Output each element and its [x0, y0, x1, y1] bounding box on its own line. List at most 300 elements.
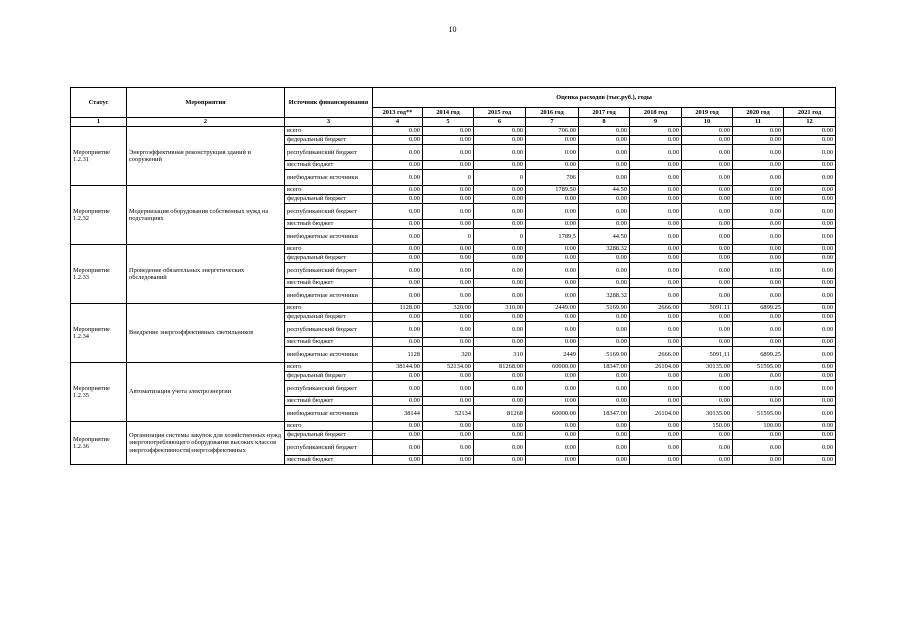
header-estimate: Оценка расходов (тыс.руб.), годы	[373, 88, 836, 108]
amount-cell: 0.00	[630, 245, 682, 254]
amount-cell: 0.00	[579, 372, 630, 381]
amount-cell: 1789.50	[526, 186, 579, 195]
funding-source: республиканский бюджет	[285, 145, 373, 161]
amount-cell: 0.00	[474, 456, 526, 465]
funding-source: внебюджетные источники	[285, 288, 373, 304]
amount-cell: 0.00	[474, 136, 526, 145]
amount-cell: 0.00	[373, 440, 423, 456]
amount-cell: 0.00	[373, 145, 423, 161]
budget-table	[70, 87, 836, 465]
amount-cell: 0.00	[423, 422, 474, 431]
amount-cell: 0.00	[474, 254, 526, 263]
amount-cell: 0.00	[630, 397, 682, 406]
amount-cell: 0.00	[733, 186, 784, 195]
funding-source: федеральный бюджет	[285, 136, 373, 145]
amount-cell: 0.00	[474, 145, 526, 161]
amount-cell: 0.00	[784, 397, 836, 406]
amount-cell: 0.00	[733, 195, 784, 204]
funding-source: федеральный бюджет	[285, 254, 373, 263]
amount-cell: 0.00	[474, 220, 526, 229]
amount-cell: 44.50	[579, 186, 630, 195]
amount-cell: 0.00	[526, 245, 579, 254]
amount-cell: 0.00	[630, 313, 682, 322]
amount-cell: 0.00	[526, 263, 579, 279]
table-row	[71, 304, 836, 313]
amount-cell: 0.00	[526, 456, 579, 465]
amount-cell: 0.00	[733, 397, 784, 406]
amount-cell: 0.00	[784, 186, 836, 195]
amount-cell: 0.00	[630, 422, 682, 431]
amount-cell: 0.00	[423, 127, 474, 136]
amount-cell: 1128	[373, 347, 423, 363]
amount-cell: 2449.00	[526, 304, 579, 313]
amount-cell: 0.00	[579, 381, 630, 397]
table-row	[71, 245, 836, 254]
header-year: 2019 год	[682, 108, 733, 118]
measure-title: Внедрение энергоэффективных светильников	[127, 304, 285, 363]
amount-cell: 0.00	[526, 322, 579, 338]
measure-status: Мероприятие 1.2.32	[71, 186, 127, 245]
amount-cell: 0.00	[682, 127, 733, 136]
amount-cell: 26104.00	[630, 363, 682, 372]
amount-cell: 0.00	[373, 254, 423, 263]
column-number: 1	[71, 118, 127, 127]
amount-cell: 310	[474, 347, 526, 363]
funding-source: местный бюджет	[285, 279, 373, 288]
amount-cell: 0.00	[784, 145, 836, 161]
column-number: 8	[579, 118, 630, 127]
amount-cell: 0.00	[579, 422, 630, 431]
amount-cell: 0.00	[682, 456, 733, 465]
amount-cell: 0.00	[784, 220, 836, 229]
amount-cell: 0.00	[579, 440, 630, 456]
amount-cell: 0.00	[733, 279, 784, 288]
amount-cell: 5091.11	[682, 304, 733, 313]
amount-cell: 0.00	[733, 161, 784, 170]
amount-cell: 0.00	[733, 145, 784, 161]
measure-status: Мероприятие 1.2.36	[71, 422, 127, 465]
header-status: Статус	[71, 88, 127, 118]
amount-cell: 0.00	[423, 161, 474, 170]
amount-cell: 0.00	[526, 313, 579, 322]
amount-cell: 0.00	[474, 322, 526, 338]
header-year: 2015 год	[474, 108, 526, 118]
column-number: 11	[733, 118, 784, 127]
amount-cell: 51595.00	[733, 363, 784, 372]
amount-cell: 0.00	[682, 322, 733, 338]
measure-status: Мероприятие 1.2.33	[71, 245, 127, 304]
amount-cell: 0.00	[682, 279, 733, 288]
amount-cell: 0.00	[373, 456, 423, 465]
funding-source: всего	[285, 363, 373, 372]
amount-cell: 0.00	[630, 322, 682, 338]
amount-cell: 0.00	[784, 170, 836, 186]
amount-cell: 0.00	[630, 204, 682, 220]
amount-cell: 0.00	[784, 127, 836, 136]
amount-cell: 0.00	[474, 440, 526, 456]
column-number: 7	[526, 118, 579, 127]
table-row	[71, 422, 836, 431]
amount-cell: 0.00	[423, 136, 474, 145]
amount-cell: 0.00	[579, 145, 630, 161]
amount-cell: 38144	[373, 406, 423, 422]
amount-cell: 0.00	[579, 322, 630, 338]
amount-cell: 0.00	[784, 406, 836, 422]
amount-cell: 0.00	[373, 245, 423, 254]
amount-cell: 0.00	[630, 456, 682, 465]
column-number: 2	[127, 118, 285, 127]
measure-status: Мероприятие 1.2.35	[71, 363, 127, 422]
amount-cell: 0.00	[579, 397, 630, 406]
header-measure: Мероприятия	[127, 88, 285, 118]
amount-cell: 0.00	[474, 186, 526, 195]
amount-cell: 0.00	[373, 161, 423, 170]
amount-cell: 0.00	[423, 440, 474, 456]
funding-source: федеральный бюджет	[285, 195, 373, 204]
amount-cell: 0.00	[682, 195, 733, 204]
amount-cell: 6899.25	[733, 304, 784, 313]
amount-cell: 0.00	[784, 372, 836, 381]
amount-cell: 0.00	[474, 288, 526, 304]
amount-cell: 0.00	[373, 220, 423, 229]
amount-cell: 52134.00	[423, 363, 474, 372]
amount-cell: 320	[423, 347, 474, 363]
amount-cell: 6899.25	[733, 347, 784, 363]
funding-source: всего	[285, 245, 373, 254]
amount-cell: 0.00	[423, 338, 474, 347]
amount-cell: 0.00	[682, 431, 733, 440]
amount-cell: 0.00	[784, 456, 836, 465]
amount-cell: 0	[423, 170, 474, 186]
amount-cell: 0.00	[373, 279, 423, 288]
amount-cell: 3288.32	[579, 288, 630, 304]
amount-cell: 0.00	[682, 263, 733, 279]
amount-cell: 0.00	[579, 279, 630, 288]
amount-cell: 0.00	[630, 229, 682, 245]
amount-cell: 0.00	[682, 288, 733, 304]
amount-cell: 0.00	[579, 263, 630, 279]
amount-cell: 0.00	[423, 186, 474, 195]
amount-cell: 2666.00	[630, 347, 682, 363]
amount-cell: 0.00	[784, 440, 836, 456]
amount-cell: 0.00	[526, 220, 579, 229]
amount-cell: 0.00	[682, 440, 733, 456]
amount-cell: 0.00	[373, 263, 423, 279]
amount-cell: 0.00	[579, 161, 630, 170]
amount-cell: 0.00	[630, 220, 682, 229]
amount-cell: 0.00	[423, 456, 474, 465]
amount-cell: 30135.00	[682, 406, 733, 422]
amount-cell: 0.00	[423, 245, 474, 254]
amount-cell: 0.00	[373, 204, 423, 220]
amount-cell: 0.00	[630, 279, 682, 288]
amount-cell: 51595.00	[733, 406, 784, 422]
amount-cell: 0.00	[733, 127, 784, 136]
amount-cell: 0.00	[784, 347, 836, 363]
measure-status: Мероприятие 1.2.34	[71, 304, 127, 363]
amount-cell: 0.00	[784, 263, 836, 279]
header-year: 2013 год**	[373, 108, 423, 118]
amount-cell: 0.00	[579, 254, 630, 263]
funding-source: внебюджетные источники	[285, 347, 373, 363]
amount-cell: 0.00	[579, 127, 630, 136]
amount-cell: 0.00	[682, 186, 733, 195]
amount-cell: 44.50	[579, 229, 630, 245]
amount-cell: 0.00	[474, 313, 526, 322]
amount-cell: 0.00	[373, 136, 423, 145]
amount-cell: 0.00	[733, 381, 784, 397]
amount-cell: 0.00	[423, 322, 474, 338]
header-year: 2021 год	[784, 108, 836, 118]
amount-cell: 0.00	[474, 381, 526, 397]
amount-cell: 60000.00	[526, 406, 579, 422]
amount-cell: 0.00	[682, 229, 733, 245]
amount-cell: 0.00	[474, 279, 526, 288]
amount-cell: 0.00	[579, 136, 630, 145]
header-year: 2014 год	[423, 108, 474, 118]
amount-cell: 0.00	[630, 338, 682, 347]
amount-cell: 0.00	[682, 245, 733, 254]
amount-cell: 0.00	[784, 204, 836, 220]
amount-cell: 0.00	[682, 381, 733, 397]
funding-source: республиканский бюджет	[285, 263, 373, 279]
amount-cell: 0.00	[423, 145, 474, 161]
measure-title: Организация системы закупок для хозяйственных нужд энергопотребляющего оборудования высоких классов энергоэффективности(энергоэффективных	[127, 422, 285, 465]
amount-cell: 0.00	[423, 313, 474, 322]
amount-cell: 0.00	[784, 136, 836, 145]
amount-cell: 0.00	[526, 431, 579, 440]
amount-cell: 0.00	[733, 204, 784, 220]
measure-title: Проведение обязательных энергетических обследований	[127, 245, 285, 304]
amount-cell: 0.00	[733, 254, 784, 263]
amount-cell: 0.00	[733, 313, 784, 322]
amount-cell: 1789,5	[526, 229, 579, 245]
table-row	[71, 186, 836, 195]
amount-cell: 0.00	[682, 338, 733, 347]
amount-cell: 0.00	[474, 127, 526, 136]
measure-title: Автоматизация учета электроэнергии	[127, 363, 285, 422]
amount-cell: 0.00	[682, 145, 733, 161]
amount-cell: 0.00	[579, 431, 630, 440]
amount-cell: 0.00	[373, 186, 423, 195]
column-number: 12	[784, 118, 836, 127]
amount-cell: 0.00	[784, 229, 836, 245]
amount-cell: 0.00	[784, 313, 836, 322]
amount-cell: 0.00	[784, 363, 836, 372]
amount-cell: 0.00	[682, 313, 733, 322]
amount-cell: 30135.00	[682, 363, 733, 372]
funding-source: всего	[285, 127, 373, 136]
amount-cell: 0.00	[579, 220, 630, 229]
funding-source: местный бюджет	[285, 338, 373, 347]
amount-cell: 0	[474, 170, 526, 186]
column-number: 9	[630, 118, 682, 127]
amount-cell: 0.00	[682, 254, 733, 263]
amount-cell: 100.00	[733, 422, 784, 431]
amount-cell: 0.00	[682, 136, 733, 145]
amount-cell: 18347.00	[579, 363, 630, 372]
amount-cell: 0.00	[423, 220, 474, 229]
amount-cell: 0.00	[630, 127, 682, 136]
amount-cell: 0.00	[630, 136, 682, 145]
amount-cell: 0.00	[474, 263, 526, 279]
amount-cell: 0.00	[630, 170, 682, 186]
amount-cell: 0.00	[682, 372, 733, 381]
amount-cell: 0.00	[474, 195, 526, 204]
amount-cell: 0.00	[784, 288, 836, 304]
amount-cell: 52134	[423, 406, 474, 422]
amount-cell: 2449	[526, 347, 579, 363]
amount-cell: 5169.90	[579, 347, 630, 363]
funding-source: всего	[285, 304, 373, 313]
column-numbers-row	[71, 118, 836, 127]
amount-cell: 0.00	[373, 338, 423, 347]
amount-cell: 0.00	[784, 279, 836, 288]
amount-cell: 0.00	[526, 422, 579, 431]
amount-cell: 2666.00	[630, 304, 682, 313]
amount-cell: 0.00	[373, 170, 423, 186]
column-number: 6	[474, 118, 526, 127]
column-number: 10	[682, 118, 733, 127]
amount-cell: 0.00	[423, 204, 474, 220]
amount-cell: 0.00	[474, 372, 526, 381]
amount-cell: 0.00	[373, 288, 423, 304]
amount-cell: 0.00	[733, 372, 784, 381]
amount-cell: 0.00	[526, 397, 579, 406]
amount-cell: 0.00	[474, 431, 526, 440]
column-number: 3	[285, 118, 373, 127]
amount-cell: 38144.00	[373, 363, 423, 372]
amount-cell: 0.00	[784, 381, 836, 397]
amount-cell: 0.00	[373, 229, 423, 245]
amount-cell: 0.00	[526, 381, 579, 397]
amount-cell: 0.00	[373, 322, 423, 338]
amount-cell: 0.00	[373, 195, 423, 204]
amount-cell: 0.00	[630, 440, 682, 456]
amount-cell: 0.00	[423, 431, 474, 440]
amount-cell: 0.00	[526, 204, 579, 220]
header-year: 2016 год	[526, 108, 579, 118]
table-row	[71, 127, 836, 136]
amount-cell: 0.00	[784, 338, 836, 347]
amount-cell: 18347.00	[579, 406, 630, 422]
amount-cell: 0.00	[579, 170, 630, 186]
amount-cell: 0.00	[373, 431, 423, 440]
amount-cell: 0.00	[474, 204, 526, 220]
amount-cell: 0.00	[630, 381, 682, 397]
funding-source: республиканский бюджет	[285, 204, 373, 220]
amount-cell: 0.00	[423, 254, 474, 263]
amount-cell: 0.00	[474, 397, 526, 406]
funding-source: местный бюджет	[285, 161, 373, 170]
amount-cell: 0.00	[682, 204, 733, 220]
column-number: 5	[423, 118, 474, 127]
amount-cell: 0.00	[373, 313, 423, 322]
amount-cell: 0.00	[474, 422, 526, 431]
amount-cell: 0.00	[526, 440, 579, 456]
funding-source: внебюджетные источники	[285, 229, 373, 245]
amount-cell: 0.00	[784, 195, 836, 204]
amount-cell: 0.00	[784, 245, 836, 254]
column-number: 4	[373, 118, 423, 127]
funding-source: республиканский бюджет	[285, 440, 373, 456]
amount-cell: 0.00	[423, 263, 474, 279]
amount-cell: 0.00	[630, 195, 682, 204]
amount-cell: 0.00	[373, 397, 423, 406]
amount-cell: 0.00	[630, 254, 682, 263]
amount-cell: 0.00	[682, 161, 733, 170]
amount-cell: 0	[474, 229, 526, 245]
amount-cell: 0.00	[630, 145, 682, 161]
amount-cell: 0.00	[526, 136, 579, 145]
amount-cell: 0.00	[526, 195, 579, 204]
amount-cell: 0.00	[526, 372, 579, 381]
amount-cell: 0.00	[579, 456, 630, 465]
amount-cell: 0.00	[373, 372, 423, 381]
funding-source: республиканский бюджет	[285, 381, 373, 397]
amount-cell: 706.00	[526, 127, 579, 136]
amount-cell: 5091,11	[682, 347, 733, 363]
amount-cell: 0.00	[682, 170, 733, 186]
amount-cell: 81268.00	[474, 363, 526, 372]
table-row	[71, 363, 836, 372]
amount-cell: 0.00	[733, 338, 784, 347]
amount-cell: 320.00	[423, 304, 474, 313]
header-year: 2020 год	[733, 108, 784, 118]
amount-cell: 0.00	[733, 288, 784, 304]
amount-cell: 0.00	[630, 288, 682, 304]
measure-title: Модернизация оборудования собственных нужд на подстанциях	[127, 186, 285, 245]
amount-cell: 706	[526, 170, 579, 186]
amount-cell: 0.00	[373, 381, 423, 397]
amount-cell: 0.00	[784, 304, 836, 313]
amount-cell: 0.00	[630, 161, 682, 170]
amount-cell: 0.00	[733, 220, 784, 229]
amount-cell: 0.00	[579, 204, 630, 220]
amount-cell: 0.00	[733, 229, 784, 245]
amount-cell: 0.00	[373, 422, 423, 431]
page-number: 10	[448, 25, 457, 34]
table-body	[71, 127, 836, 465]
amount-cell: 0.00	[579, 195, 630, 204]
amount-cell: 0.00	[630, 263, 682, 279]
funding-source: федеральный бюджет	[285, 313, 373, 322]
amount-cell: 0.00	[733, 456, 784, 465]
amount-cell: 5169.90	[579, 304, 630, 313]
header-year: 2018 год	[630, 108, 682, 118]
amount-cell: 0.00	[526, 279, 579, 288]
measure-status: Мероприятие 1.2.31	[71, 127, 127, 186]
amount-cell: 0.00	[423, 397, 474, 406]
amount-cell: 26104.00	[630, 406, 682, 422]
amount-cell: 0.00	[630, 431, 682, 440]
amount-cell: 0.00	[733, 322, 784, 338]
amount-cell: 0.00	[423, 372, 474, 381]
amount-cell: 0.00	[373, 127, 423, 136]
amount-cell: 0.00	[733, 136, 784, 145]
amount-cell: 0.00	[784, 422, 836, 431]
amount-cell: 0.00	[579, 313, 630, 322]
amount-cell: 0.00	[784, 161, 836, 170]
amount-cell: 0	[423, 229, 474, 245]
amount-cell: 0.00	[682, 220, 733, 229]
amount-cell: 0.00	[474, 161, 526, 170]
funding-source: всего	[285, 422, 373, 431]
amount-cell: 0.00	[630, 372, 682, 381]
funding-source: местный бюджет	[285, 397, 373, 406]
amount-cell: 0.00	[526, 254, 579, 263]
amount-cell: 0.00	[526, 338, 579, 347]
